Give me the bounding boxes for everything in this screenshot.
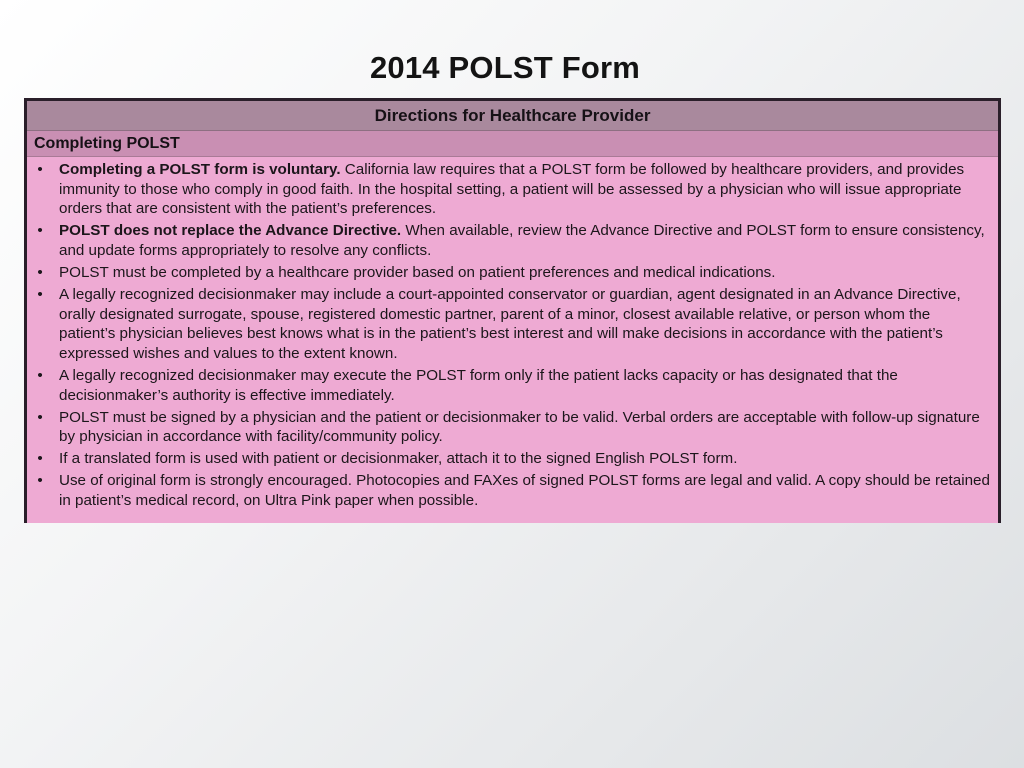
directions-header: Directions for Healthcare Provider (27, 101, 998, 131)
list-item (33, 366, 990, 405)
list-item (33, 160, 990, 219)
item-text: California law requires that a POLST form be followed by healthcare providers, and provides immunity to those who comply in good faith. In the hospital setting, a patient will be assessed by a physician who will issue appropriate orders that are consistent with the patient’s preferences. (59, 161, 965, 218)
list-item (33, 263, 990, 283)
item-text: If a translated form is used with patient or decisionmaker, attach it to the signed English POLST form. (59, 450, 738, 468)
bullet-icon: • (37, 472, 43, 490)
item-text: A legally recognized decisionmaker may include a court-appointed conservator or guardian, agent designated in an Advance Directive, orally designated surrogate, spouse, registered domestic partner, parent of a minor, closest available relative, or person whom the patient’s physician believes best knows what is in the patient’s best interest and will make decisions in accordance with the patient’s expressed wishes and values to the extent known. (59, 286, 961, 362)
item-text: POLST must be completed by a healthcare provider based on patient preferences and medical indications. (59, 263, 776, 281)
item-text: When available, review the Advance Directive and POLST form to ensure consistency, and update forms appropriately to resolve any conflicts. (59, 222, 985, 259)
bullet-icon: • (37, 450, 43, 468)
list-item (33, 285, 990, 363)
item-bold-lead: POLST does not replace the Advance Directive. (59, 222, 402, 240)
bullet-icon: • (37, 263, 43, 281)
bullet-icon: • (37, 286, 43, 304)
polst-directions-panel (24, 98, 1001, 523)
directions-list (27, 157, 998, 511)
slide-title: 2014 POLST Form (369, 50, 641, 85)
item-text: POLST must be signed by a physician and the patient or decisionmaker to be valid. Verbal orders are acceptable with follow-up signature by physician in accordance with facility/community policy. (59, 408, 980, 446)
list-item (33, 471, 990, 510)
bullet-icon: • (37, 408, 43, 426)
item-bold-lead: Completing a POLST form is voluntary. (59, 161, 341, 178)
item-text: A legally recognized decisionmaker may execute the POLST form only if the patient lacks capacity or has designated that the decisionmaker’s authority is effective immediately. (59, 366, 898, 404)
list-item (33, 221, 990, 260)
bullet-icon: • (37, 222, 43, 240)
bullet-icon: • (37, 366, 43, 384)
list-item (33, 449, 990, 469)
section-title-completing-polst: Completing POLST (27, 131, 998, 157)
item-text: Use of original form is strongly encouraged. Photocopies and FAXes of signed POLST forms are legal and valid. A copy should be retained in patient’s medical record, on Ultra Pink paper when possible. (59, 472, 990, 509)
list-item (33, 408, 990, 447)
bullet-icon: • (37, 161, 43, 178)
